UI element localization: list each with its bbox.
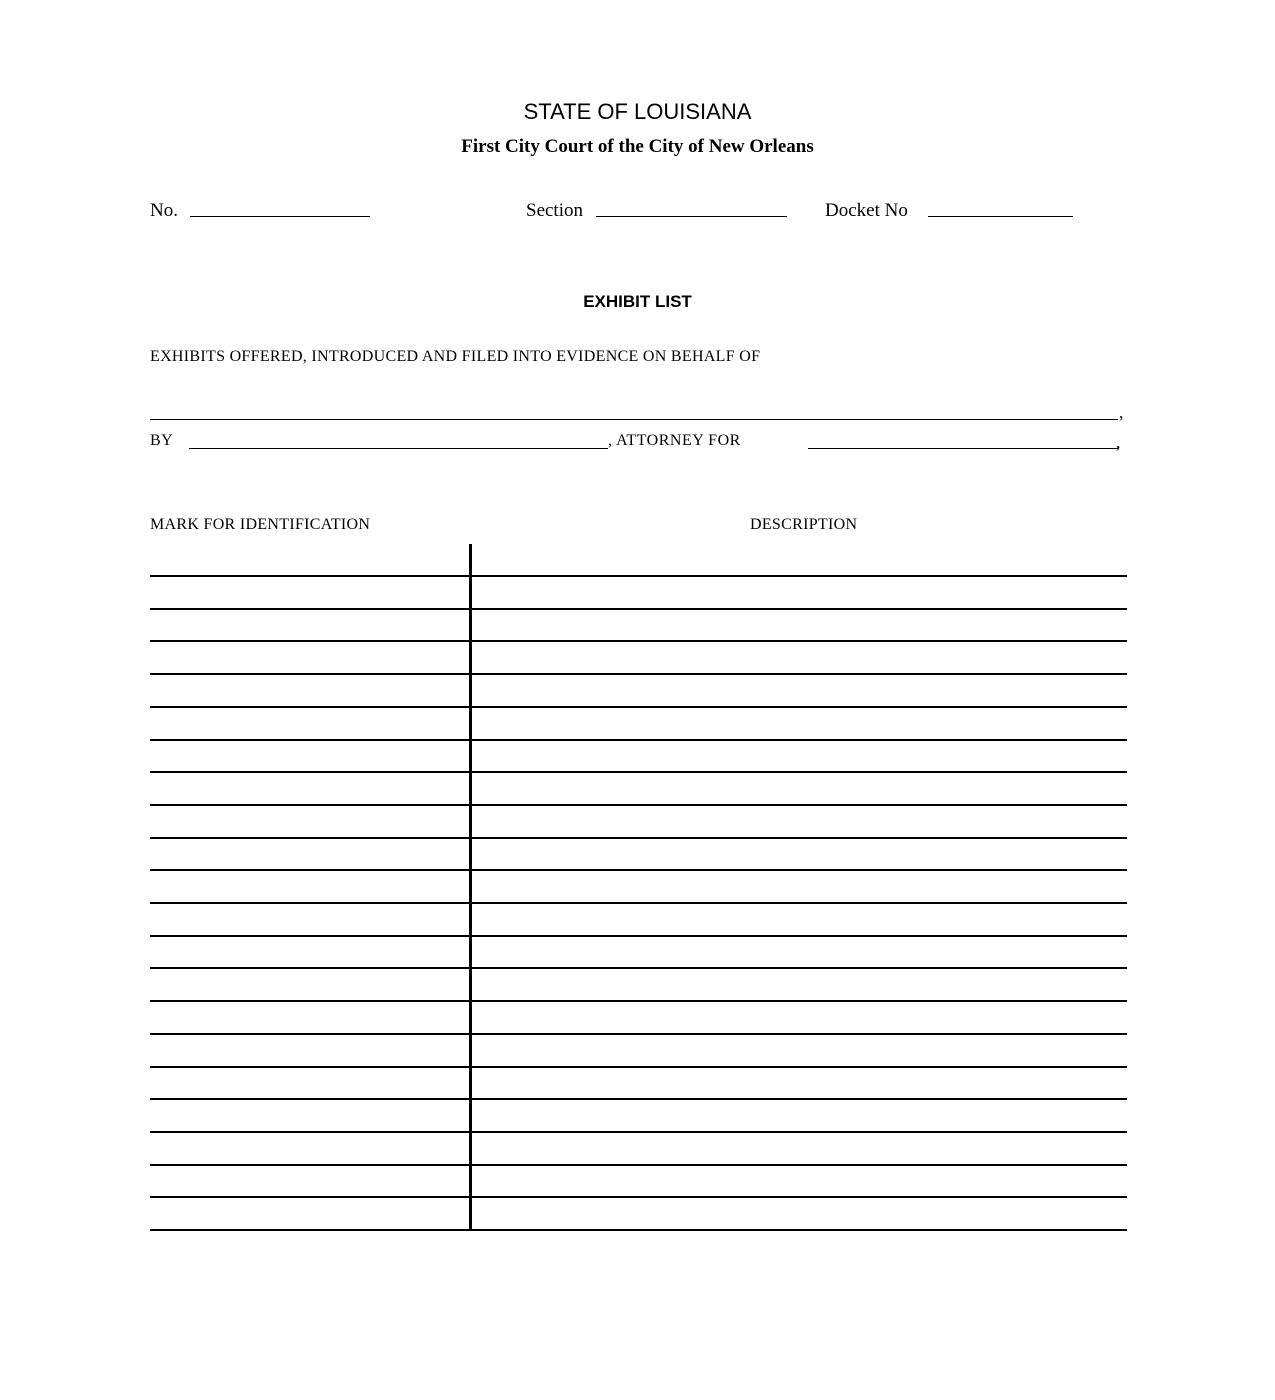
description-cell[interactable] (472, 1068, 1127, 1097)
description-cell[interactable] (472, 937, 1127, 966)
row-rule (150, 1000, 1127, 1002)
description-cell[interactable] (472, 545, 1127, 574)
behalf-comma: , (1119, 402, 1124, 422)
mark-cell[interactable] (150, 807, 469, 836)
description-cell[interactable] (472, 610, 1127, 639)
table-row[interactable] (150, 937, 1127, 966)
row-rule (150, 1033, 1127, 1035)
table-row[interactable] (150, 872, 1127, 901)
mark-cell[interactable] (150, 578, 469, 607)
mark-cell[interactable] (150, 872, 469, 901)
row-rule (150, 640, 1127, 642)
description-cell[interactable] (472, 1036, 1127, 1065)
docket-label: Docket No (825, 200, 908, 221)
by-field[interactable] (189, 448, 608, 449)
row-rule (150, 706, 1127, 708)
mark-cell[interactable] (150, 1003, 469, 1032)
description-cell[interactable] (472, 1101, 1127, 1130)
description-cell[interactable] (472, 970, 1127, 999)
table-row[interactable] (150, 578, 1127, 607)
exhibit-list-title: EXHIBIT LIST (583, 292, 692, 311)
description-cell[interactable] (472, 807, 1127, 836)
no-field[interactable] (190, 216, 370, 217)
mark-cell[interactable] (150, 1068, 469, 1097)
description-cell[interactable] (472, 1003, 1127, 1032)
attorney-for-comma: , (1116, 432, 1121, 452)
mark-cell[interactable] (150, 937, 469, 966)
table-row[interactable] (150, 905, 1127, 934)
table-row[interactable] (150, 545, 1127, 574)
row-rule (150, 804, 1127, 806)
description-cell[interactable] (472, 1199, 1127, 1228)
table-row[interactable] (150, 970, 1127, 999)
table-row[interactable] (150, 643, 1127, 672)
docket-field[interactable] (928, 216, 1073, 217)
description-cell[interactable] (472, 1134, 1127, 1163)
statement-text: EXHIBITS OFFERED, INTRODUCED AND FILED INTO EVIDENCE ON BEHALF OF (150, 348, 761, 365)
table-row[interactable] (150, 1003, 1127, 1032)
mark-cell[interactable] (150, 741, 469, 770)
mark-cell[interactable] (150, 774, 469, 803)
row-rule (150, 673, 1127, 675)
description-cell[interactable] (472, 872, 1127, 901)
row-rule (150, 1098, 1127, 1100)
column-header-description: DESCRIPTION (750, 516, 858, 533)
row-rule (150, 967, 1127, 969)
attorney-for-field[interactable] (808, 448, 1118, 449)
mark-cell[interactable] (150, 839, 469, 868)
table-row[interactable] (150, 839, 1127, 868)
table-row[interactable] (150, 1134, 1127, 1163)
column-header-mark: MARK FOR IDENTIFICATION (150, 516, 371, 533)
court-name: First City Court of the City of New Orleans (461, 136, 814, 157)
description-cell[interactable] (472, 905, 1127, 934)
row-rule (150, 1229, 1127, 1231)
by-label: BY (150, 432, 174, 449)
mark-cell[interactable] (150, 1199, 469, 1228)
behalf-of-field[interactable] (150, 419, 1118, 420)
description-cell[interactable] (472, 578, 1127, 607)
no-label: No. (150, 200, 178, 221)
row-rule (150, 1196, 1127, 1198)
section-field[interactable] (596, 216, 787, 217)
description-cell[interactable] (472, 741, 1127, 770)
description-cell[interactable] (472, 774, 1127, 803)
table-row[interactable] (150, 610, 1127, 639)
description-cell[interactable] (472, 839, 1127, 868)
mark-cell[interactable] (150, 970, 469, 999)
description-cell[interactable] (472, 643, 1127, 672)
table-row[interactable] (150, 1036, 1127, 1065)
row-rule (150, 771, 1127, 773)
mark-cell[interactable] (150, 545, 469, 574)
section-label: Section (526, 200, 583, 221)
row-rule (150, 902, 1127, 904)
description-cell[interactable] (472, 676, 1127, 705)
table-row[interactable] (150, 774, 1127, 803)
mark-cell[interactable] (150, 643, 469, 672)
mark-cell[interactable] (150, 1101, 469, 1130)
mark-cell[interactable] (150, 610, 469, 639)
table-row[interactable] (150, 709, 1127, 738)
description-cell[interactable] (472, 709, 1127, 738)
row-rule (150, 1131, 1127, 1133)
description-cell[interactable] (472, 1166, 1127, 1195)
table-row[interactable] (150, 676, 1127, 705)
attorney-for-label: , ATTORNEY FOR (608, 432, 741, 449)
table-row[interactable] (150, 1068, 1127, 1097)
table-row[interactable] (150, 1166, 1127, 1195)
table-row[interactable] (150, 741, 1127, 770)
mark-cell[interactable] (150, 1166, 469, 1195)
mark-cell[interactable] (150, 905, 469, 934)
table-row[interactable] (150, 807, 1127, 836)
row-rule (150, 869, 1127, 871)
mark-cell[interactable] (150, 1036, 469, 1065)
state-title: STATE OF LOUISIANA (523, 99, 752, 124)
table-row[interactable] (150, 1101, 1127, 1130)
mark-cell[interactable] (150, 676, 469, 705)
table-row[interactable] (150, 1199, 1127, 1228)
mark-cell[interactable] (150, 709, 469, 738)
mark-cell[interactable] (150, 1134, 469, 1163)
row-rule (150, 575, 1127, 577)
